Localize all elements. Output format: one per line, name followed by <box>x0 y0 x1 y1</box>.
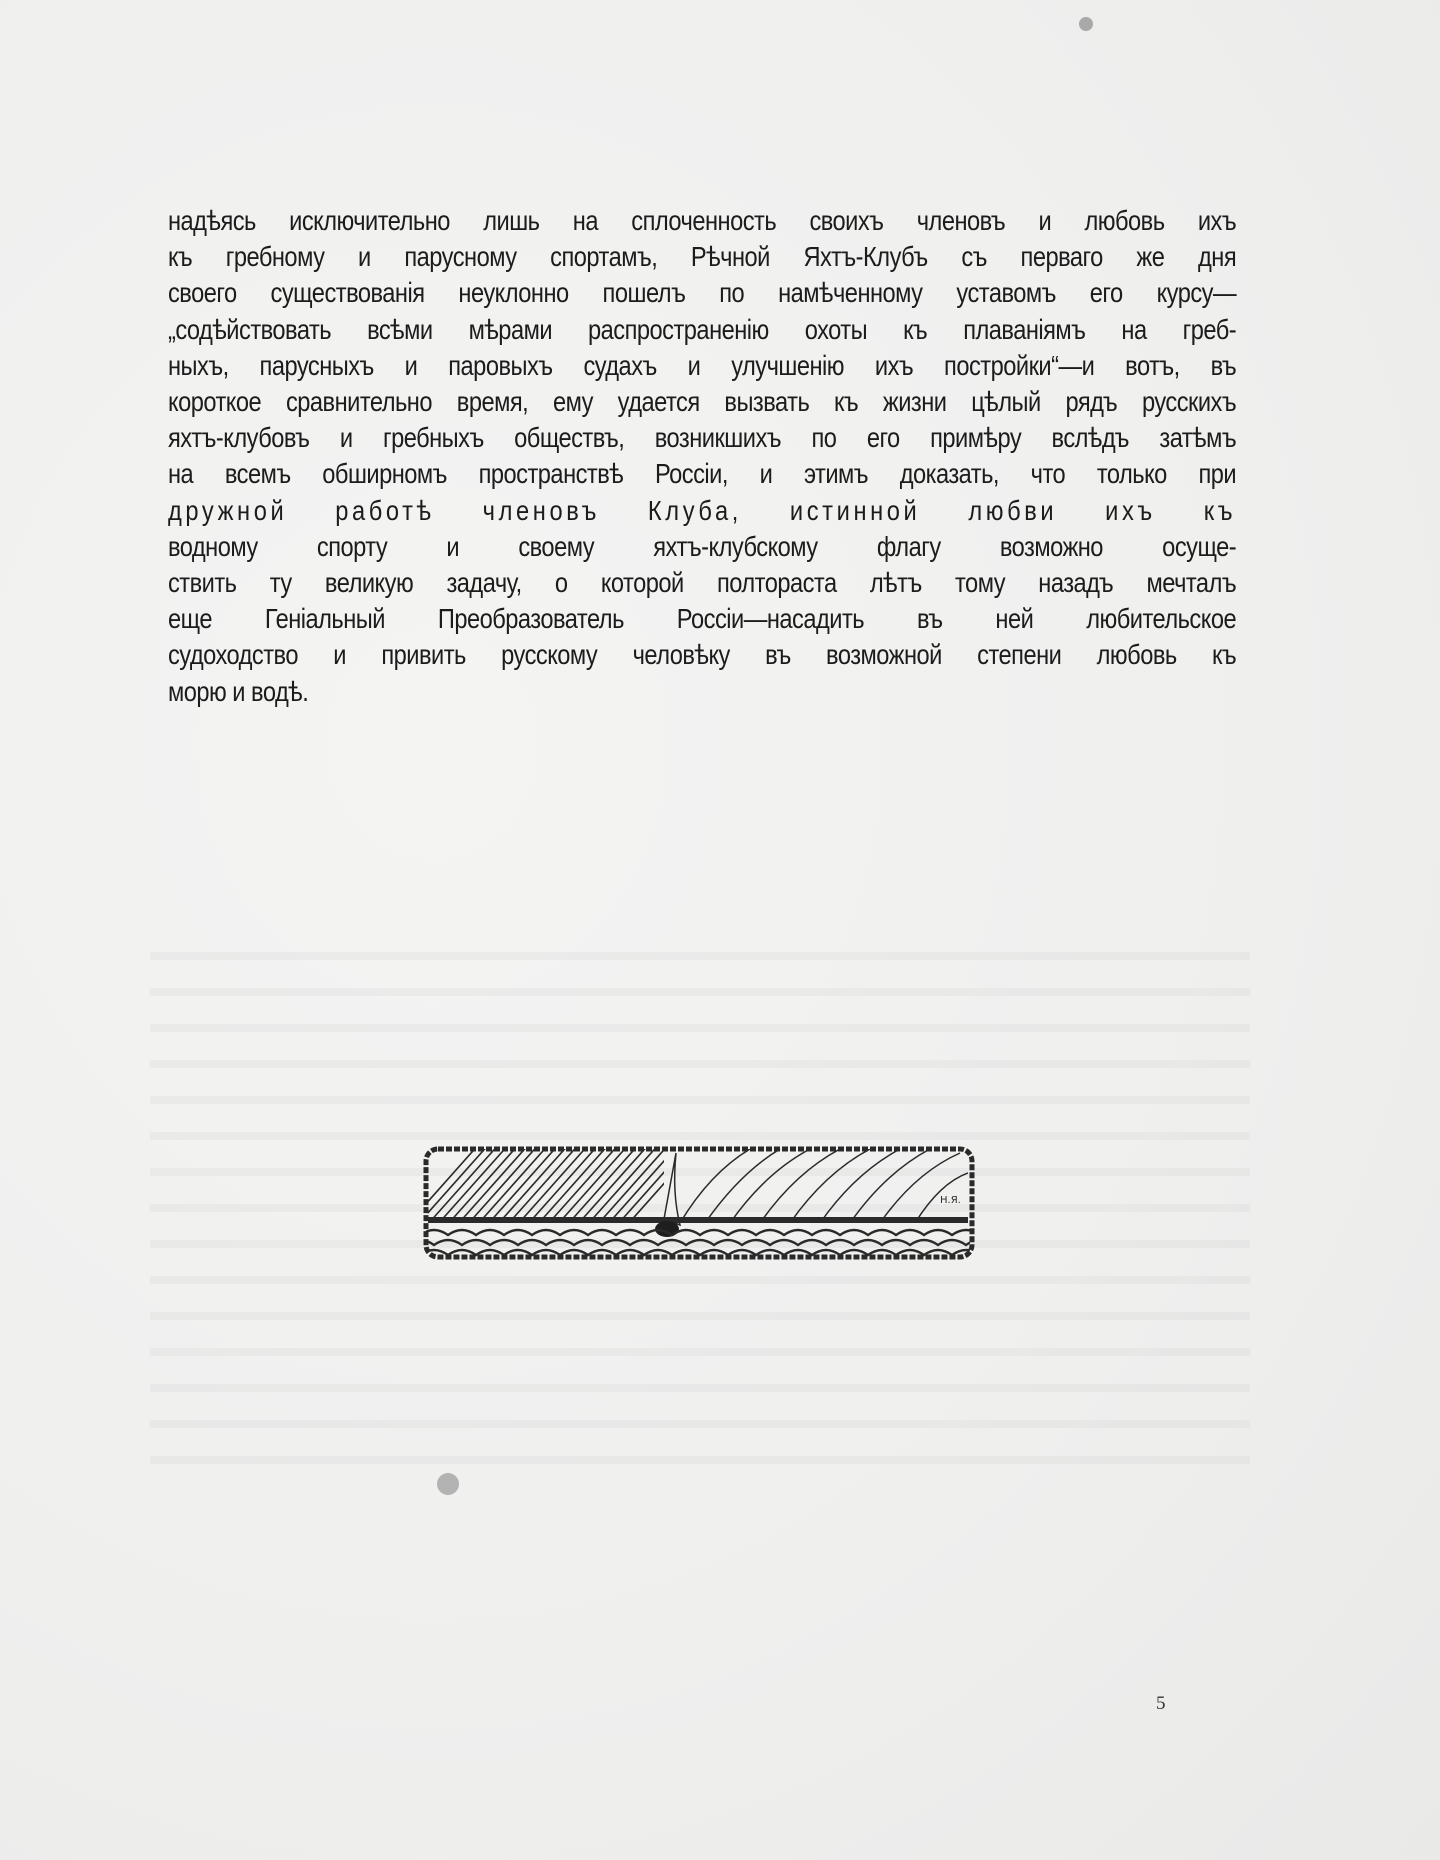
text-line: водному спорту и своему яхтъ-клубскому флагу возможно осуще- <box>168 530 1237 562</box>
page-number: 5 <box>1156 1693 1166 1714</box>
text-line: къ гребному и парусному спортамъ, Рѣчной Яхтъ-Клубъ съ перваго же дня <box>168 241 1237 273</box>
text-line: еще Геніальный Преобразователь Россіи—насадить въ ней любительское <box>168 603 1237 635</box>
text-line: морю и водѣ. <box>168 675 309 707</box>
sailboat-vignette <box>420 1143 978 1261</box>
text-line: „содѣйствовать всѣми мѣрами распространенію охоты къ плаваніямъ на греб- <box>168 313 1237 345</box>
text-line: короткое сравнительно время, ему удается вызвать къ жизни цѣлый рядъ русскихъ <box>168 386 1237 418</box>
paper-spot-top <box>1079 17 1093 31</box>
text-line: надѣясь исключительно лишь на сплоченность своихъ членовъ и любовь ихъ <box>168 205 1237 236</box>
text-line: яхтъ-клубовъ и гребныхъ обществъ, возникшихъ по его примѣру вслѣдъ затѣмъ <box>168 422 1237 454</box>
text-line: на всемъ обширномъ пространствѣ Россіи, и этимъ доказать, что только при <box>168 458 1237 490</box>
illustration-signature: Н.Я. <box>940 1195 961 1206</box>
text-line: своего существованія неуклонно пошелъ по намѣченному уставомъ его курсу— <box>168 277 1237 309</box>
text-line: ныхъ, парусныхъ и паровыхъ судахъ и улучшенію ихъ постройки“—и вотъ, въ <box>168 349 1237 381</box>
text-line: ствить ту великую задачу, о которой полтораста лѣтъ тому назадъ мечталъ <box>168 567 1237 599</box>
text-line: дружной работѣ членовъ Клуба, истинной любви ихъ къ <box>168 494 1237 526</box>
body-text <box>168 203 1237 710</box>
text-line: судоходство и привить русскому человѣку въ возможной степени любовь къ <box>168 639 1237 671</box>
paper-spot-middle <box>437 1473 459 1495</box>
